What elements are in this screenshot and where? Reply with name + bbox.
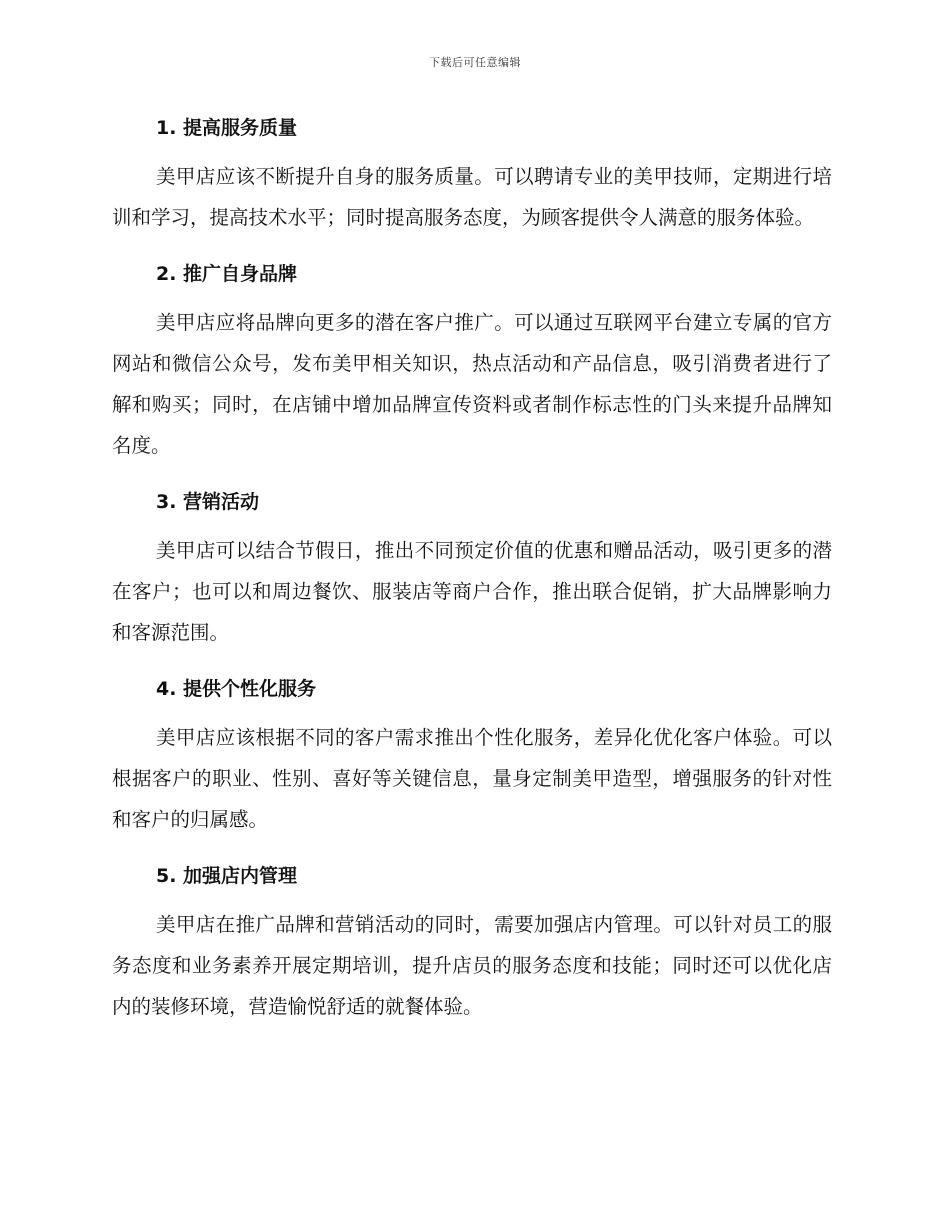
section-personalized-service [112, 671, 832, 840]
section-store-management [112, 858, 832, 1027]
section-body: 美甲店应该不断提升自身的服务质量。可以聘请专业的美甲技师，定期进行培训和学习，提高技术水平；同时提高服务态度，为顾客提供令人满意的服务体验。 [112, 165, 832, 229]
section-title: 2. 推广自身品牌 [156, 263, 298, 285]
section-body: 美甲店在推广品牌和营销活动的同时，需要加强店内管理。可以针对员工的服务态度和业务素养开展定期培训，提升店员的服务态度和技能；同时还可以优化店内的装修环境，营造愉悦舒适的就餐体验。 [112, 913, 832, 1018]
section-title: 4. 提供个性化服务 [156, 678, 317, 700]
section-title: 5. 加强店内管理 [156, 865, 298, 887]
section-body: 美甲店应将品牌向更多的潜在客户推广。可以通过互联网平台建立专属的官方网站和微信公众号，发布美甲相关知识，热点活动和产品信息，吸引消费者进行了解和购买；同时，在店铺中增加品牌宣传资料或者制作标志性的门头来提升品牌知名度。 [112, 311, 832, 457]
section-body: 美甲店应该根据不同的客户需求推出个性化服务，差异化优化客户体验。可以根据客户的职业、性别、喜好等关键信息，量身定制美甲造型，增强服务的针对性和客户的归属感。 [112, 726, 832, 831]
header-note: 下载后可任意编辑 [429, 56, 521, 69]
document-content [112, 110, 832, 1045]
section-service-quality [112, 110, 832, 238]
section-marketing [112, 484, 832, 653]
section-title: 3. 营销活动 [156, 491, 260, 513]
section-title: 1. 提高服务质量 [156, 117, 298, 139]
section-body: 美甲店可以结合节假日，推出不同预定价值的优惠和赠品活动，吸引更多的潜在客户；也可以和周边餐饮、服装店等商户合作，推出联合促销，扩大品牌影响力和客源范围。 [112, 539, 832, 644]
section-brand-promotion [112, 256, 832, 466]
